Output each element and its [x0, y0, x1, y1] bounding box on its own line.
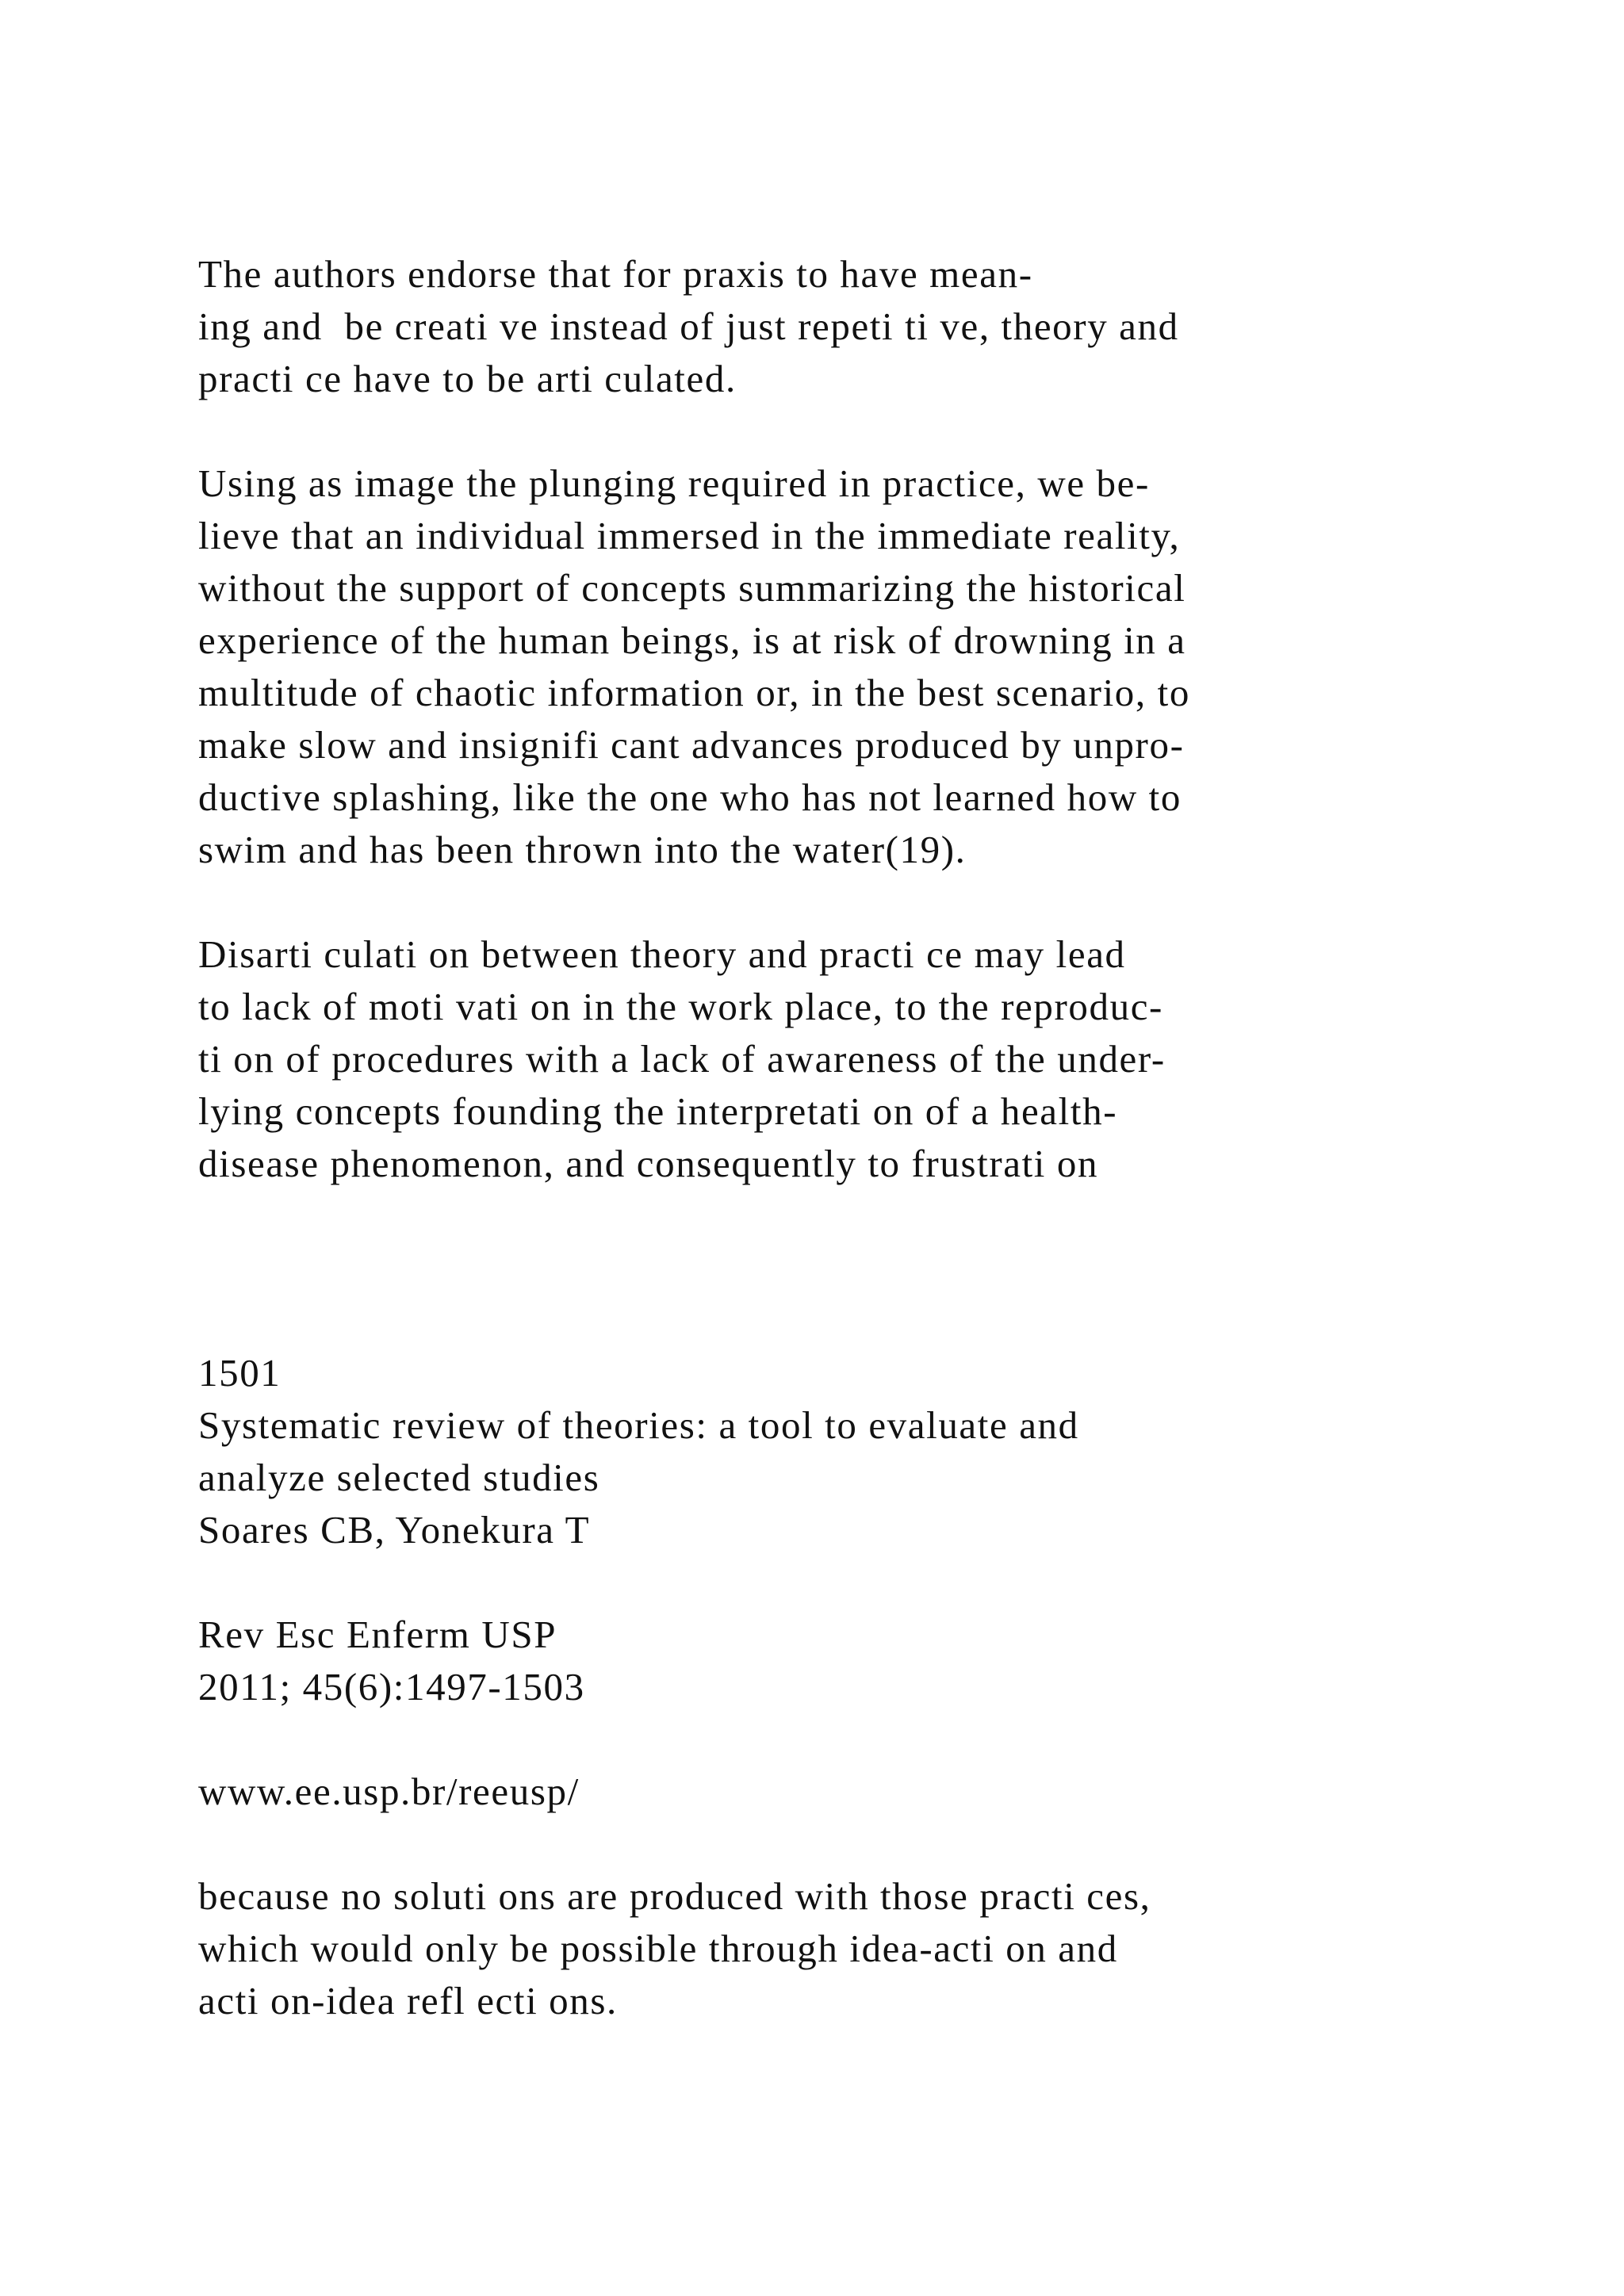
citation: 2011; 45(6):1497-1503 [198, 1665, 585, 1709]
authors: Soares CB, Yonekura T [198, 1508, 591, 1552]
paragraph-line: The authors endorse that for praxis to have mean- [198, 252, 1033, 296]
paragraph-line: ing and be creati ve instead of just repeti ti ve, theory and [198, 304, 1179, 348]
paragraph-line: experience of the human beings, is at risk of drowning in a [198, 618, 1186, 662]
paragraph-line: ductive splashing, like the one who has not learned how to [198, 775, 1182, 819]
paragraph-line: which would only be possible through idea-acti on and [198, 1927, 1118, 1970]
paragraph-line: practi ce have to be arti culated. [198, 357, 737, 400]
paragraph-line: ti on of procedures with a lack of awareness of the under- [198, 1037, 1166, 1081]
website-url: www.ee.usp.br/reeusp/ [198, 1770, 580, 1813]
paragraph-line: without the support of concepts summarizing the historical [198, 566, 1186, 610]
paragraph-line: swim and has been thrown into the water(19). [198, 828, 967, 871]
paragraph-line: to lack of moti vati on in the work place, to the reproduc- [198, 985, 1163, 1028]
article-title-line: Systematic review of theories: a tool to evaluate and [198, 1403, 1079, 1447]
journal-name: Rev Esc Enferm USP [198, 1613, 557, 1656]
paragraph-line: lieve that an individual immersed in the immediate reality, [198, 514, 1181, 557]
page-number: 1501 [198, 1351, 282, 1395]
paragraph-line: lying concepts founding the interpretati on of a health- [198, 1089, 1118, 1133]
paragraph-line: Using as image the plunging required in practice, we be- [198, 461, 1150, 505]
paragraph-line: Disarti culati on between theory and practi ce may lead [198, 932, 1126, 976]
article-title-line: analyze selected studies [198, 1456, 600, 1499]
paragraph-line: multitude of chaotic information or, in the best scenario, to [198, 671, 1190, 714]
paragraph-line: because no soluti ons are produced with those practi ces, [198, 1874, 1151, 1918]
paragraph-line: disease phenomenon, and consequently to frustrati on [198, 1142, 1099, 1185]
paragraph-line: make slow and insignifi cant advances produced by unpro- [198, 723, 1185, 767]
paragraph-line: acti on-idea refl ecti ons. [198, 1979, 618, 2022]
